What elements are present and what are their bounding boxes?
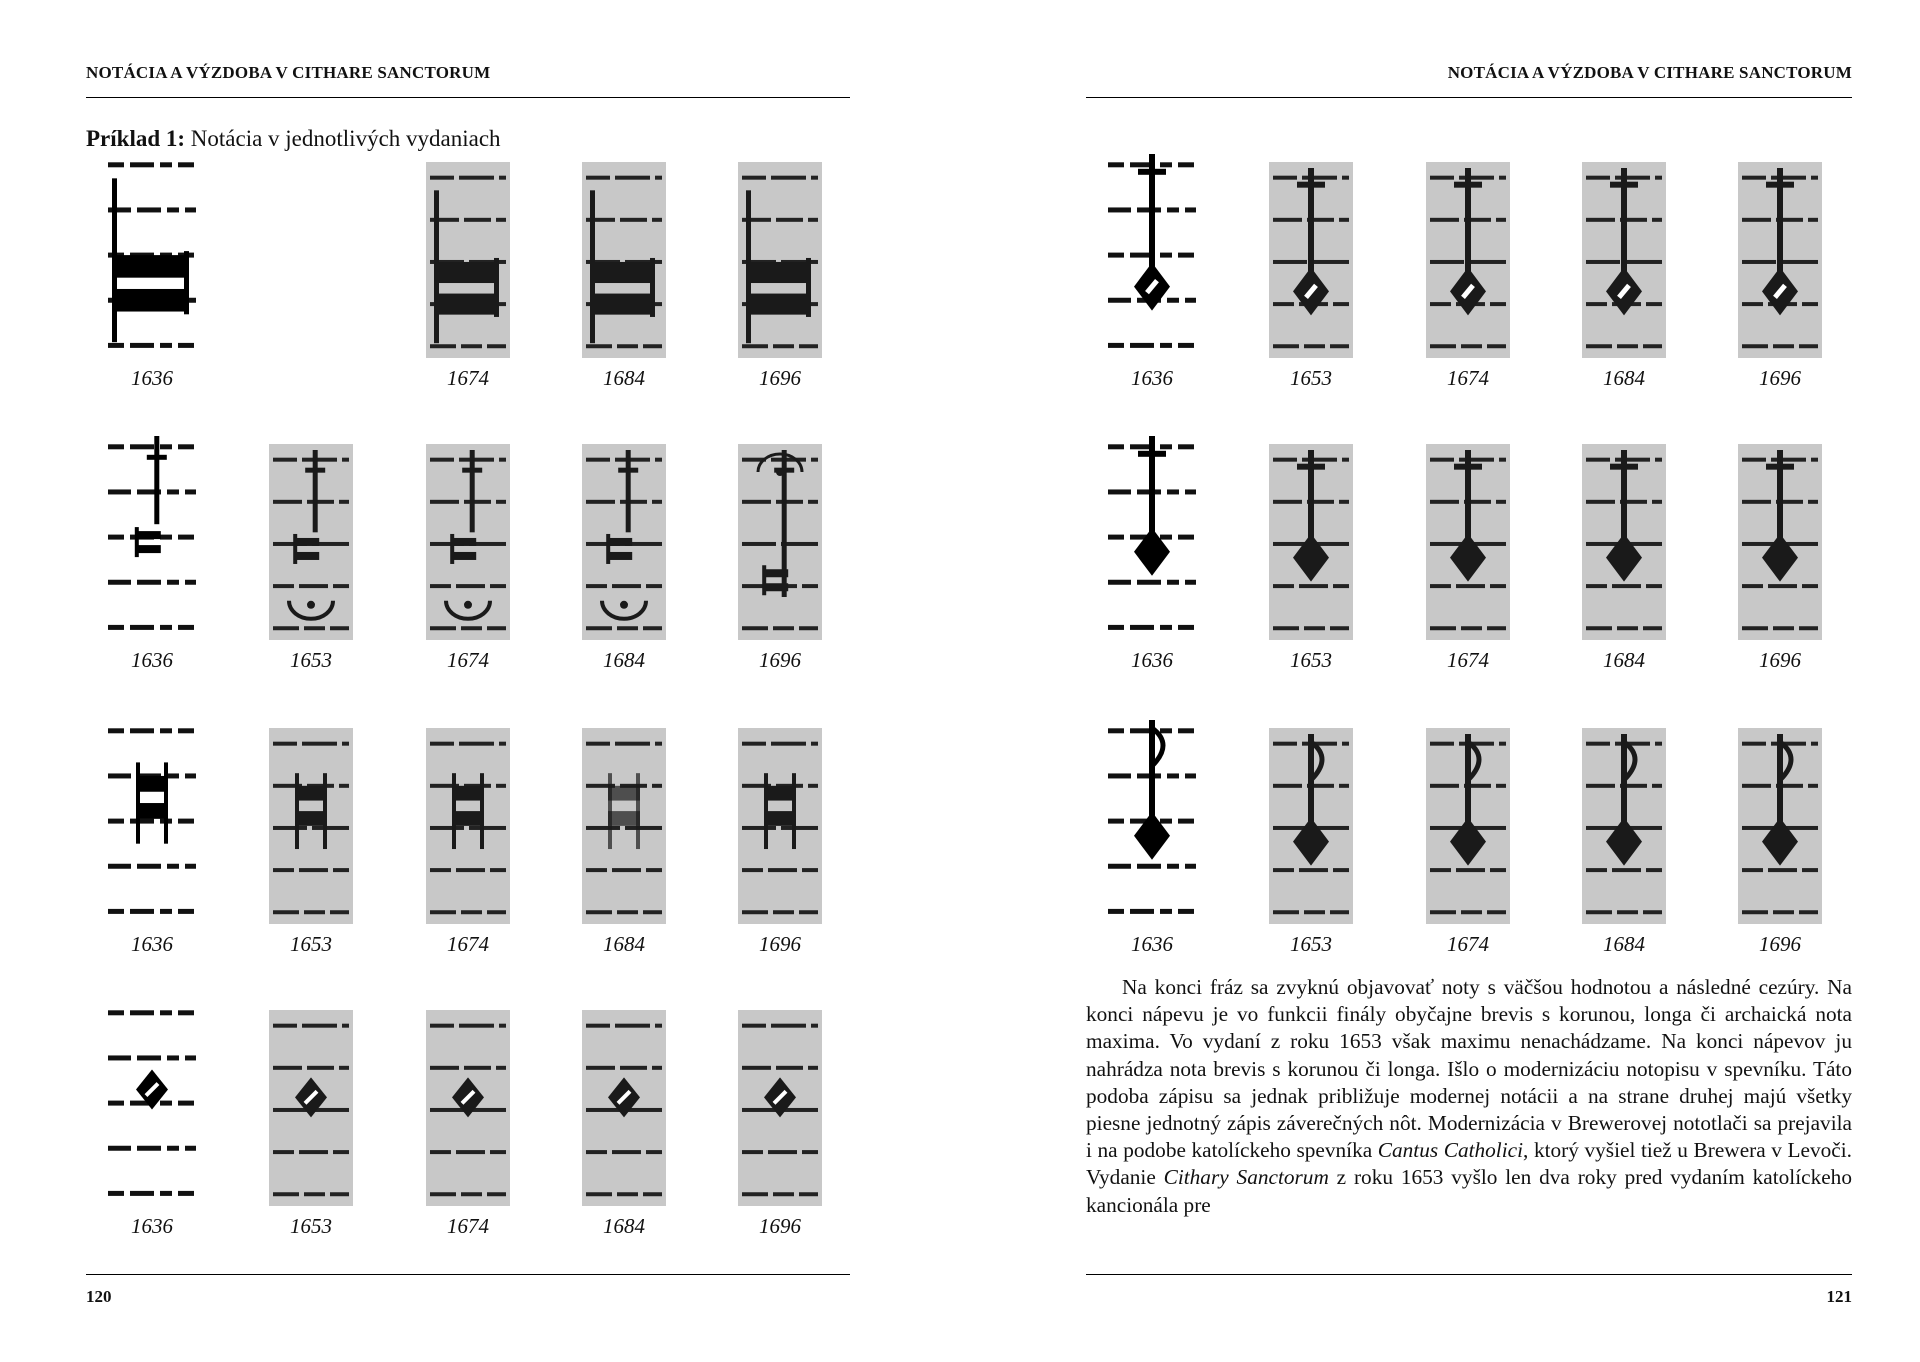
year-label: 1674 [1447, 648, 1489, 672]
right-page [1086, 0, 1852, 1362]
year-label: 1674 [1447, 932, 1489, 956]
notation-scan-image [1426, 444, 1510, 640]
year-label: 1636 [1131, 648, 1173, 672]
notation-scan-image [738, 728, 822, 924]
notation-scan-image [738, 162, 822, 358]
header-rule-right [1086, 97, 1852, 98]
notation-sample [1408, 422, 1528, 672]
year-label: 1674 [1447, 366, 1489, 390]
italic-title: Cithary Sanctorum [1163, 1165, 1329, 1190]
notation-sample [1251, 706, 1371, 956]
year-label: 1636 [131, 648, 173, 672]
notation-figure-left [86, 140, 850, 1250]
running-head-right: NOTÁCIA A VÝZDOBA V CITHARE SANCTORUM [1447, 63, 1852, 82]
notation-sample [564, 422, 684, 672]
notation-scan-image [1738, 444, 1822, 640]
text-run: z roku 1653 vyšlo len dva roky pred vydaním katolíckeho kancionála pre [1086, 1165, 1852, 1217]
notation-scan-image [104, 148, 200, 358]
notation-scan-image [426, 162, 510, 358]
notation-scan-image [582, 162, 666, 358]
year-label: 1696 [759, 932, 801, 956]
notation-scan-image [582, 444, 666, 640]
notation-sample [251, 988, 371, 1238]
notation-scan-image [1582, 444, 1666, 640]
notation-scan-image [104, 430, 200, 640]
notation-scan-image [1269, 728, 1353, 924]
example-caption-label: Príklad 1: [86, 126, 186, 151]
year-label: 1636 [1131, 932, 1173, 956]
notation-sample [408, 140, 528, 390]
notation-sample [720, 140, 840, 390]
year-label: 1684 [603, 648, 645, 672]
notation-scan-image [1104, 148, 1200, 358]
note-glyph [1134, 436, 1170, 576]
year-label: 1636 [131, 1214, 173, 1238]
notation-scan-image [104, 714, 200, 924]
running-head-left: NOTÁCIA A VÝZDOBA V CITHARE SANCTORUM [86, 63, 491, 82]
notation-sample [251, 422, 371, 672]
year-label: 1696 [1759, 648, 1801, 672]
year-label: 1653 [1290, 932, 1332, 956]
year-label: 1674 [447, 932, 489, 956]
year-label: 1653 [1290, 648, 1332, 672]
notation-scan-image [582, 1010, 666, 1206]
notation-sample [720, 706, 840, 956]
notation-scan-image [1104, 714, 1200, 924]
notation-sample [564, 140, 684, 390]
year-label: 1696 [759, 1214, 801, 1238]
note-glyph [1134, 720, 1170, 860]
notation-sample [1720, 422, 1840, 672]
year-label: 1653 [1290, 366, 1332, 390]
notation-scan-image [269, 728, 353, 924]
notation-scan-image [269, 444, 353, 640]
year-label: 1696 [759, 648, 801, 672]
notation-sample [1408, 140, 1528, 390]
notation-sample [1092, 140, 1212, 390]
notation-sample [1564, 422, 1684, 672]
note-glyph [1134, 154, 1170, 311]
notation-sample [408, 422, 528, 672]
body-paragraph [1086, 974, 1852, 1219]
page-number-left: 120 [86, 1287, 112, 1306]
notation-sample [408, 706, 528, 956]
year-label: 1684 [603, 1214, 645, 1238]
year-label: 1696 [759, 366, 801, 390]
footer-rule-left [86, 1274, 850, 1275]
notation-scan-image [1738, 162, 1822, 358]
notation-sample [564, 706, 684, 956]
notation-scan-image [1104, 430, 1200, 640]
year-label: 1674 [447, 1214, 489, 1238]
example-caption-text: Notácia v jednotlivých vydaniach [185, 126, 501, 151]
year-label: 1684 [603, 932, 645, 956]
notation-scan-image [426, 1010, 510, 1206]
header-rule-left [86, 97, 850, 98]
year-label: 1636 [1131, 366, 1173, 390]
staff-lines [108, 728, 196, 914]
notation-sample [1720, 140, 1840, 390]
notation-scan-image [738, 444, 822, 640]
notation-sample [1251, 140, 1371, 390]
text-run: Na konci fráz sa zvyknú objavovať noty s väčšou hodnotou a následné cezúry. Na konci nápevu je vo funkcii finály obyčajne brevis s korunou, longa či archaická nota maxima. Vo vydaní z roku 1653 však maximu nenachádzame. Na konci nápevov ju nahrádza nota brevis s korunou či longa. Išlo o modernizáciu notopisu v spevníku. Táto podoba zápisu sa jednak približuje modernej notácii a na strane druhej majú všetky piesne jednotný zápis záverečných nôt. Modernizácia v Brewerovej nototlači sa prejavila i na podobe katolíckeho spevníka [1086, 975, 1852, 1163]
notation-sample [92, 422, 212, 672]
year-label: 1653 [290, 1214, 332, 1238]
year-label: 1636 [131, 366, 173, 390]
year-label: 1674 [447, 366, 489, 390]
left-page [86, 0, 850, 1362]
notation-scan-image [1582, 728, 1666, 924]
year-label: 1684 [1603, 366, 1645, 390]
notation-sample [1720, 706, 1840, 956]
year-label: 1653 [290, 932, 332, 956]
notation-scan-image [1269, 444, 1353, 640]
notation-sample [1564, 706, 1684, 956]
year-label: 1684 [603, 366, 645, 390]
italic-title: Cantus Catholici [1377, 1138, 1524, 1163]
note-glyph [112, 178, 189, 342]
body-text [1086, 974, 1852, 1219]
text-run: , ktorý vyšiel tiež u Brewera v Levoči. Vydanie [1086, 1138, 1852, 1190]
notation-scan-image [426, 728, 510, 924]
notation-sample [1408, 706, 1528, 956]
year-label: 1636 [131, 932, 173, 956]
notation-sample [1092, 706, 1212, 956]
notation-sample [92, 706, 212, 956]
notation-sample [92, 988, 212, 1238]
notation-sample [1251, 422, 1371, 672]
year-label: 1684 [1603, 932, 1645, 956]
notation-sample [408, 988, 528, 1238]
notation-scan-image [104, 996, 200, 1206]
notation-scan-image [1738, 728, 1822, 924]
notation-sample [1564, 140, 1684, 390]
notation-sample [720, 988, 840, 1238]
notation-scan-image [269, 1010, 353, 1206]
year-label: 1674 [447, 648, 489, 672]
page-number-right: 121 [1826, 1287, 1852, 1306]
notation-scan-image [1269, 162, 1353, 358]
notation-sample [720, 422, 840, 672]
notation-scan-image [1582, 162, 1666, 358]
notation-sample [1092, 422, 1212, 672]
notation-sample [564, 988, 684, 1238]
notation-scan-image [582, 728, 666, 924]
notation-scan-image [426, 444, 510, 640]
notation-sample [92, 140, 212, 390]
notation-scan-image [1426, 162, 1510, 358]
year-label: 1696 [1759, 366, 1801, 390]
notation-scan-image [1426, 728, 1510, 924]
notation-scan-image [738, 1010, 822, 1206]
notation-sample [251, 706, 371, 956]
year-label: 1696 [1759, 932, 1801, 956]
footer-rule-right [1086, 1274, 1852, 1275]
year-label: 1684 [1603, 648, 1645, 672]
year-label: 1653 [290, 648, 332, 672]
